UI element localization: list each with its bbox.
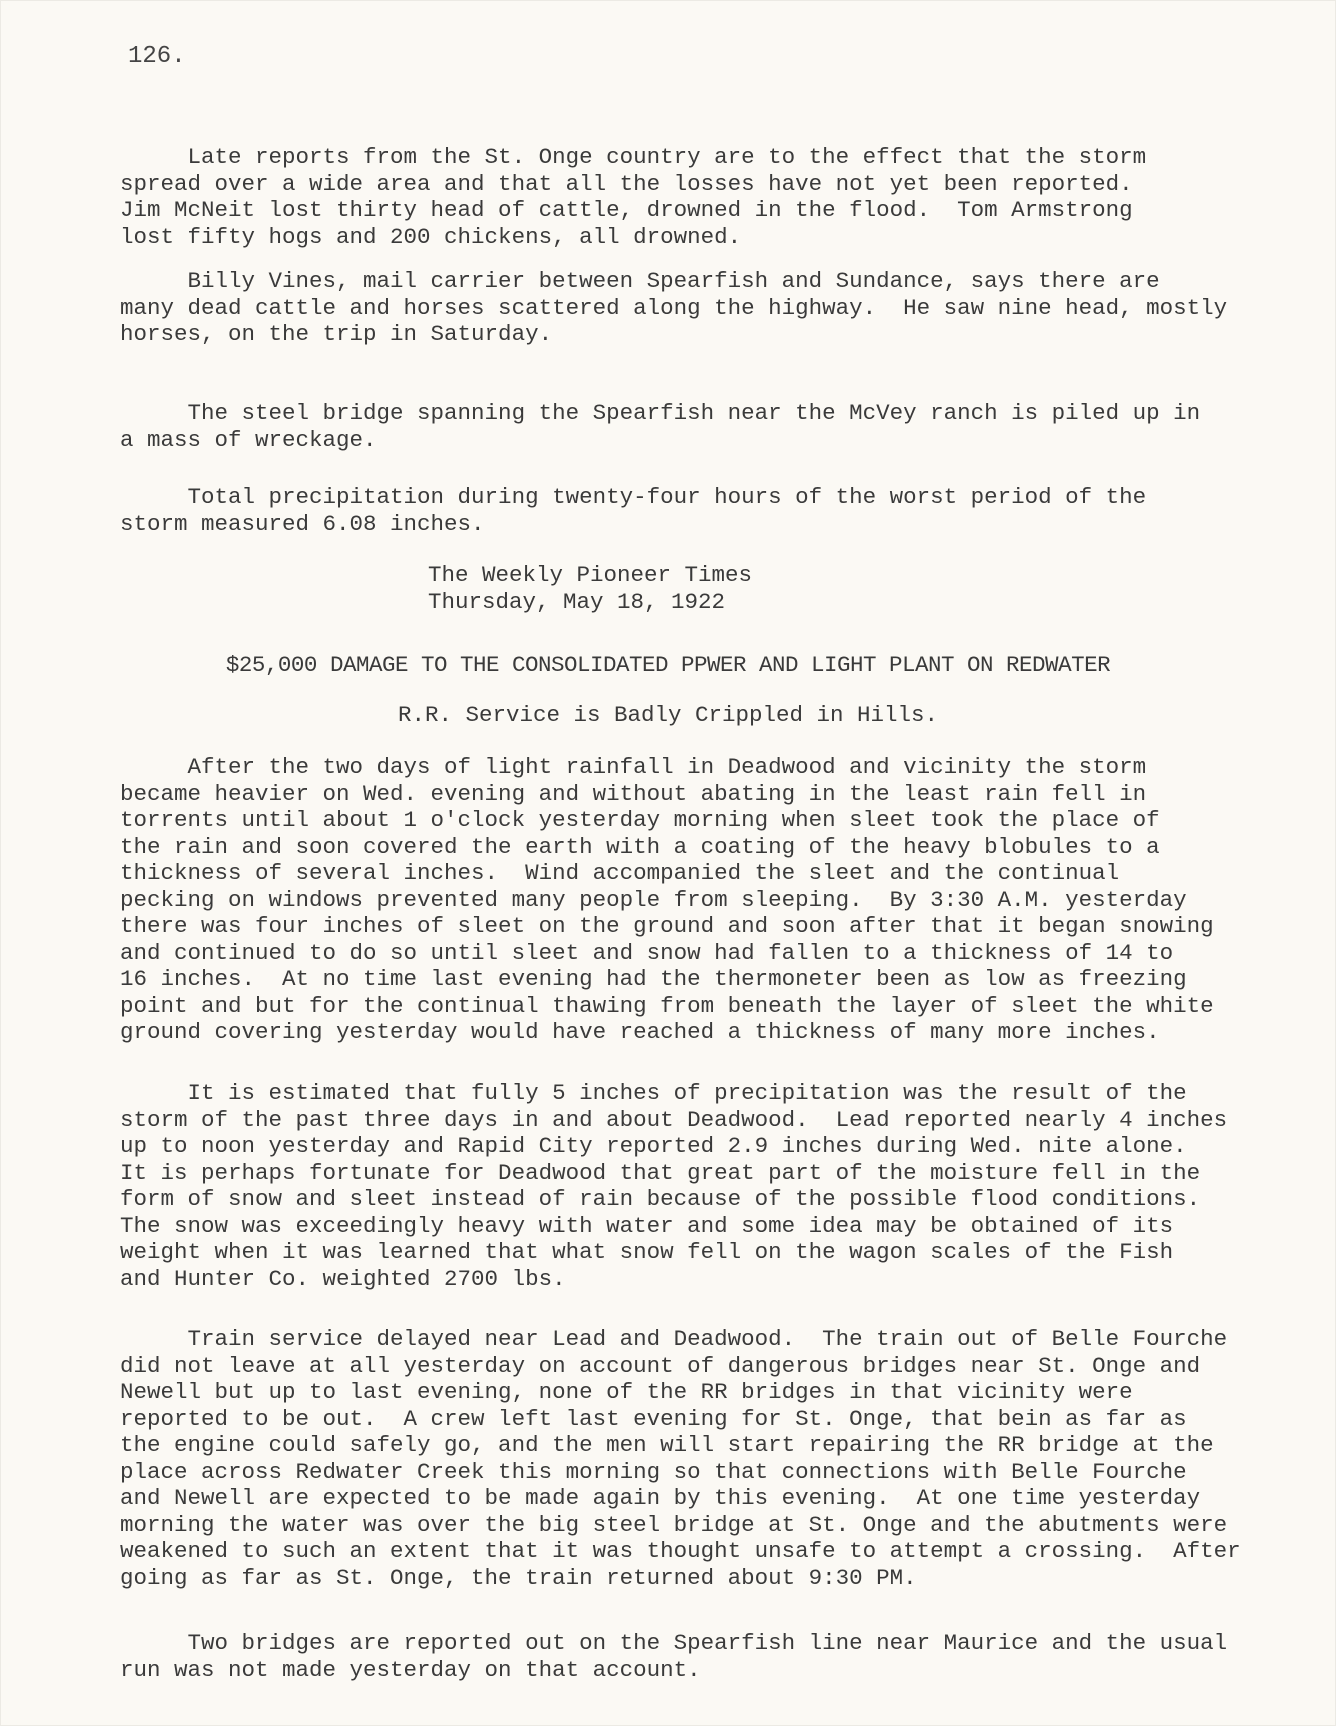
text-line: pecking on windows prevented many people from sleeping. By 3:30 A.M. yesterday [120,886,1187,913]
text-line: weight when it was learned that what snow fell on the wagon scales of the Fish [120,1239,1174,1265]
article-headline: $25,000 DAMAGE TO THE CONSOLIDATED PPWER AND LIGHT PLANT ON REDWATER [225,652,1111,678]
text-line: The snow was exceedingly heavy with water and some idea may be obtained of its [120,1212,1174,1239]
text-line: The steel bridge spanning the Spearfish near the McVey ranch is piled up in [120,400,1201,426]
text-line: Newell but up to last evening, none of the RR bridges in that vicinity were [120,1379,1133,1405]
text-line: became heavier on Wed. evening and without abating in the least rain fell in [120,780,1147,807]
text-line: Billy Vines, mail carrier between Spearfish and Sundance, says there are [120,268,1160,294]
text-line: form of snow and sleet instead of rain because of the possible flood conditions. [120,1186,1201,1212]
text-line: It is estimated that fully 5 inches of precipitation was the result of the [120,1080,1187,1106]
text-line: there was four inches of sleet on the ground and soon after that it began snowing [120,913,1214,939]
text-line: the engine could safely go, and the men will start repairing the RR bridge at the [120,1432,1214,1458]
text-line: Late reports from the St. Onge country are to the effect that the storm [120,144,1147,170]
text-line: lost fifty hogs and 200 chickens, all drowned. [120,223,742,250]
text-line: After the two days of light rainfall in Deadwood and vicinity the storm [120,754,1147,780]
paragraph-billy-vines [120,268,1260,348]
text-line: ground covering yesterday would have reached a thickness of many more inches. [120,1019,1160,1045]
text-line: reported to be out. A crew left last evening for St. Onge, that bein as far as [120,1405,1187,1432]
newspaper-source [428,562,752,615]
text-line: Train service delayed near Lead and Deadwood. The train out of Belle Fourche [120,1326,1228,1352]
text-line: 16 inches. At no time last evening had the thermoneter been as low as freezing [120,966,1187,992]
text-line: point and but for the continual thawing from beneath the layer of sleet the white [120,992,1214,1019]
text-line: spread over a wide area and that all the losses have not yet been reported. [120,170,1133,197]
page-number: 126. [128,43,186,70]
text-line: and Hunter Co. weighted 2700 lbs. [120,1265,566,1292]
article-paragraph-storm [120,754,1260,1046]
text-line: storm measured 6.08 inches. [120,510,485,537]
text-line: and Newell are expected to be made again by this evening. At one time yesterday [120,1485,1201,1511]
text-line: Two bridges are reported out on the Spearfish line near Maurice and the usual [120,1630,1228,1656]
text-line: Jim McNeit lost thirty head of cattle, drowned in the flood. Tom Armstrong [120,197,1133,223]
newspaper-date: Thursday, May 18, 1922 [428,588,726,615]
text-line: going as far as St. Onge, the train returned about 9:30 PM. [120,1564,917,1591]
text-line: torrents until about 1 o'clock yesterday morning when sleet took the place of [120,807,1160,833]
paragraph-steel-bridge [120,400,1260,453]
text-line: storm of the past three days in and about Deadwood. Lead reported nearly 4 inches [120,1106,1228,1133]
text-line: did not leave at all yesterday on account of dangerous bridges near St. Onge and [120,1352,1201,1379]
article-paragraph-spearfish-bridges [120,1630,1260,1683]
text-line: horses, on the trip in Saturday. [120,321,553,347]
text-line: a mass of wreckage. [120,426,377,453]
article-paragraph-train-service [120,1326,1260,1591]
article-subheadline: R.R. Service is Badly Crippled in Hills. [397,702,939,728]
text-line: and continued to do so until sleet and snow had fallen to a thickness of 14 to [120,939,1174,966]
paragraph-st-onge-losses [120,144,1260,250]
newspaper-name: The Weekly Pioneer Times [428,562,753,588]
text-line: thickness of several inches. Wind accompanied the sleet and the continual [120,860,1120,886]
text-line: run was not made yesterday on that account. [120,1656,701,1683]
text-line: Total precipitation during twenty-four hours of the worst period of the [120,484,1147,510]
text-line: morning the water was over the big steel bridge at St. Onge and the abutments were [120,1511,1228,1538]
article-paragraph-precipitation [120,1080,1260,1292]
text-line: the rain and soon covered the earth with a coating of the heavy blobules to a [120,833,1160,860]
text-line: up to noon yesterday and Rapid City reported 2.9 inches during Wed. nite alone. [120,1133,1187,1159]
paragraph-total-precipitation [120,484,1260,537]
text-line: many dead cattle and horses scattered along the highway. He saw nine head, mostly [120,294,1228,321]
text-line: It is perhaps fortunate for Deadwood that great part of the moisture fell in the [120,1159,1201,1186]
text-line: weakened to such an extent that it was thought unsafe to attempt a crossing. After [120,1538,1241,1564]
text-line: place across Redwater Creek this morning so that connections with Belle Fourche [120,1458,1187,1485]
